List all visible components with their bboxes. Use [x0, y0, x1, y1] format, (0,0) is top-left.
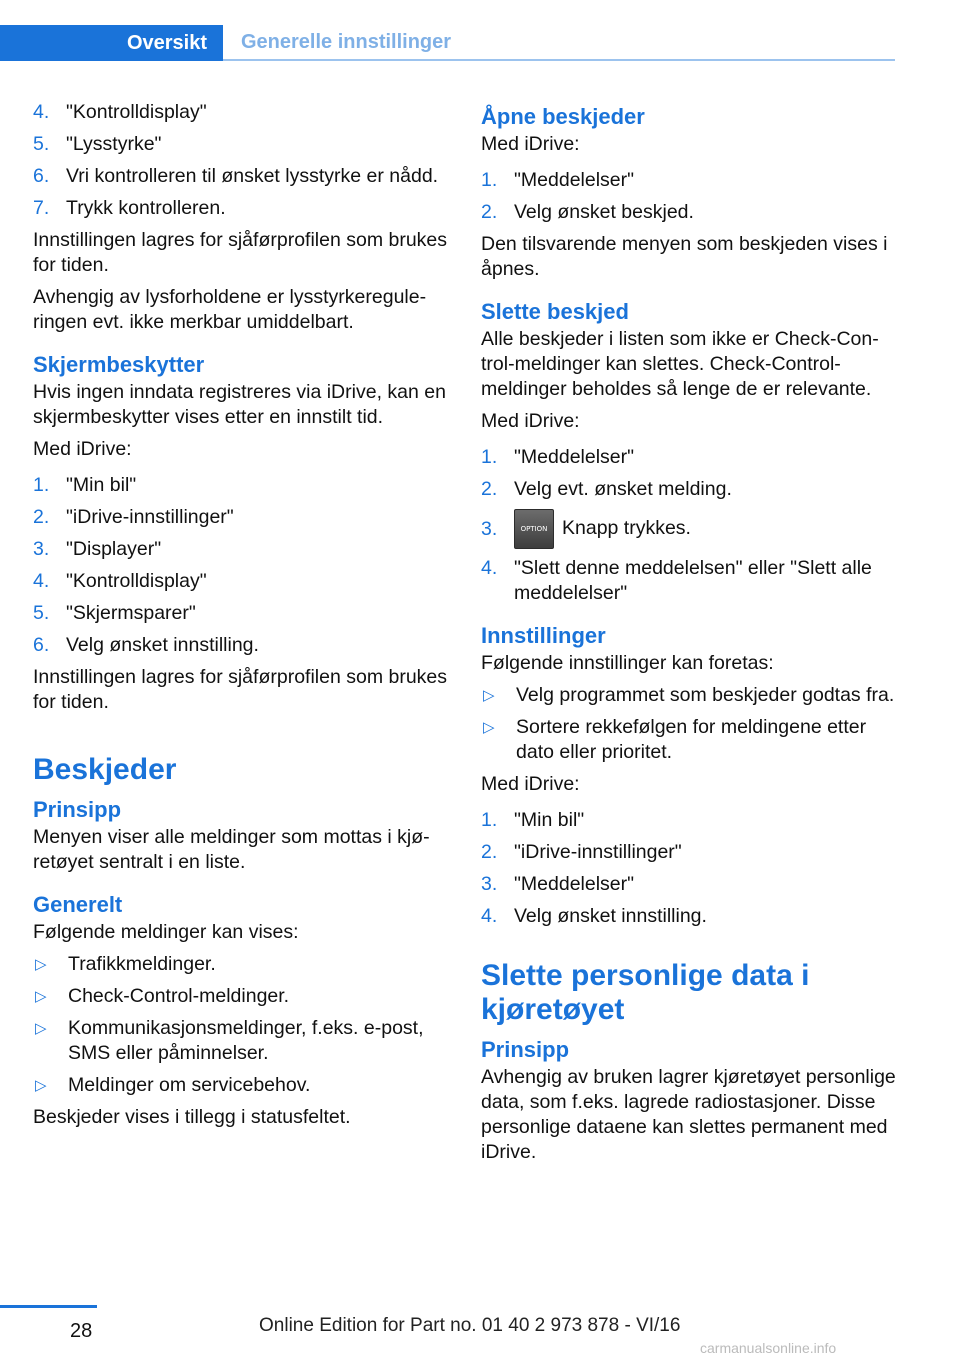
list-item [33, 537, 453, 562]
heading-innstillinger: Innstillinger [481, 623, 606, 648]
list-item [481, 556, 901, 606]
bullet-text: Sortere rekkefølgen for meldingene etter dato eller prioritet. [516, 716, 867, 763]
step-text: Velg ønsket innstilling. [514, 905, 707, 927]
step-number: 3. [481, 517, 498, 540]
step-number: 2. [481, 478, 498, 500]
step-number: 6. [33, 634, 50, 656]
list-item [481, 840, 901, 865]
list-item [481, 445, 901, 470]
page-header [0, 0, 960, 62]
step-text: "Min bil" [66, 474, 137, 496]
paragraph: Med iDrive: [481, 410, 580, 432]
list-item [33, 1073, 453, 1098]
list-item [481, 904, 901, 929]
option-button-icon: OPTION [514, 509, 554, 549]
step-number: 4. [481, 557, 498, 579]
step-number: 7. [33, 197, 50, 219]
step-number: 1. [33, 474, 50, 496]
step-number: 1. [481, 169, 498, 191]
paragraph: Følgende meldinger kan vises: [33, 921, 299, 943]
list-item [33, 132, 453, 157]
step-text: "iDrive-innstillinger" [514, 841, 682, 863]
step-text: "Kontrolldisplay" [66, 101, 207, 123]
step-text-label: Knapp trykkes. [562, 517, 691, 540]
list-item [33, 196, 453, 221]
list-item [481, 509, 901, 549]
bullet-text: Meldinger om servicebehov. [68, 1074, 311, 1096]
paragraph: Innstillingen lagres for sjåførprofilen som brukes for tiden. [33, 229, 448, 276]
list-item [33, 952, 453, 977]
steps-list-screensaver [33, 473, 453, 658]
bullet-list-settings [481, 683, 901, 765]
step-number: 3. [481, 873, 498, 895]
bullet-text: Check-Control-meldinger. [68, 985, 290, 1007]
triangle-bullet-icon: ▷ [483, 719, 495, 736]
step-text: Velg ønsket innstilling. [66, 634, 259, 656]
heading-slette-personlige-data: Slette personlige data i kjøretøyet [481, 959, 810, 1026]
step-text: "Meddelelser" [514, 446, 635, 468]
step-text: "Kontrolldisplay" [66, 570, 207, 592]
list-item [33, 601, 453, 626]
step-text: Vri kontrolleren til ønsket lysstyrke er nådd. [66, 165, 439, 187]
list-item [33, 164, 453, 189]
right-column [481, 100, 901, 1172]
heading-skjermbeskytter: Skjermbeskytter [33, 352, 205, 377]
list-item [33, 473, 453, 498]
paragraph: Følgende innstillinger kan foretas: [481, 652, 774, 674]
list-item [33, 984, 453, 1009]
step-text: "Lysstyrke" [66, 133, 162, 155]
step-number: 6. [33, 165, 50, 187]
watermark: carmanualsonline.info [700, 1340, 837, 1356]
step-number: 3. [33, 538, 50, 560]
paragraph: Menyen viser alle meldinger som mottas i kjøretøyet sentralt i en liste. [33, 826, 430, 873]
paragraph: Avhengig av lysforholdene er lysstyrkereguleringen evt. ikke merkbar umiddelbart. [33, 286, 427, 333]
list-item [33, 569, 453, 594]
step-number: 4. [33, 101, 50, 123]
tab-generelle-innstillinger[interactable]: Generelle innstillinger [223, 25, 895, 61]
steps-list-open [481, 168, 901, 225]
list-item [481, 168, 901, 193]
left-column [33, 100, 453, 1137]
step-text [514, 509, 901, 549]
triangle-bullet-icon: ▷ [35, 1020, 47, 1037]
step-text: Velg ønsket beskjed. [514, 201, 694, 223]
triangle-bullet-icon: ▷ [483, 687, 495, 704]
step-number: 2. [481, 841, 498, 863]
step-text: "Slett denne meddelelsen" eller "Slett alle meddelelser" [514, 557, 872, 604]
step-number: 1. [481, 446, 498, 468]
list-item [33, 633, 453, 658]
steps-list-delete [481, 445, 901, 606]
list-item [33, 100, 453, 125]
step-number: 4. [33, 570, 50, 592]
list-item [481, 477, 901, 502]
bullet-text: Trafikkmeldinger. [68, 953, 216, 975]
step-text: "Skjermsparer" [66, 602, 196, 624]
paragraph: Alle beskjeder i listen som ikke er Check-Control-meldinger kan slettes. Check-Control-meldinger beholdes så lenge de er relevante. [481, 328, 879, 400]
paragraph: Avhengig av bruken lagrer kjøretøyet personlige data, som f.eks. lagrede radiostasjoner. Disse personlige dataene kan slettes permanent med iDrive. [481, 1066, 896, 1163]
step-text: Velg evt. ønsket melding. [514, 478, 732, 500]
heading-slette-beskjed: Slette beskjed [481, 299, 629, 324]
step-text: Trykk kontrolleren. [66, 197, 226, 219]
list-item [481, 808, 901, 833]
paragraph: Med iDrive: [33, 438, 132, 460]
step-number: 2. [481, 201, 498, 223]
triangle-bullet-icon: ▷ [35, 1077, 47, 1094]
footer-divider [0, 1305, 97, 1308]
paragraph: Hvis ingen inndata registreres via iDrive, kan en skjermbeskytter vises etter en innstilt tid. [33, 381, 446, 428]
step-number: 5. [33, 602, 50, 624]
heading-prinsipp: Prinsipp [33, 797, 122, 822]
paragraph: Den tilsvarende menyen som beskjeden vises i åpnes. [481, 233, 888, 280]
step-text: "Meddelelser" [514, 169, 635, 191]
triangle-bullet-icon: ▷ [35, 956, 47, 973]
step-text: "Min bil" [514, 809, 585, 831]
edition-text: Online Edition for Part no. 01 40 2 973 878 - VI/16 [259, 1315, 681, 1336]
list-item [481, 683, 901, 708]
paragraph: Med iDrive: [481, 773, 580, 795]
step-number: 1. [481, 809, 498, 831]
steps-list-brightness [33, 100, 453, 221]
heading-beskjeder: Beskjeder [33, 753, 177, 786]
page-number: 28 [70, 1320, 93, 1342]
list-item [33, 505, 453, 530]
heading-generelt: Generelt [33, 892, 123, 917]
list-item [481, 200, 901, 225]
bullet-text: Kommunikasjonsmeldinger, f.eks. e-post, SMS eller påminnelser. [68, 1017, 424, 1064]
heading-apne-beskjeder: Åpne beskjeder [481, 104, 645, 129]
list-item [481, 872, 901, 897]
list-item [33, 1016, 453, 1066]
list-item [481, 715, 901, 765]
steps-list-settings [481, 808, 901, 929]
step-number: 5. [33, 133, 50, 155]
step-text: "iDrive-innstillinger" [66, 506, 234, 528]
triangle-bullet-icon: ▷ [35, 988, 47, 1005]
bullet-text: Velg programmet som beskjeder godtas fra. [516, 684, 895, 706]
step-number: 2. [33, 506, 50, 528]
bullet-list-messages [33, 952, 453, 1098]
step-number: 4. [481, 905, 498, 927]
paragraph: Med iDrive: [481, 133, 580, 155]
heading-prinsipp: Prinsipp [481, 1037, 570, 1062]
tab-oversikt[interactable]: Oversikt [0, 25, 223, 61]
step-text: "Displayer" [66, 538, 162, 560]
step-text: "Meddelelser" [514, 873, 635, 895]
paragraph: Innstillingen lagres for sjåførprofilen som brukes for tiden. [33, 666, 448, 713]
paragraph: Beskjeder vises i tillegg i statusfeltet. [33, 1106, 351, 1128]
